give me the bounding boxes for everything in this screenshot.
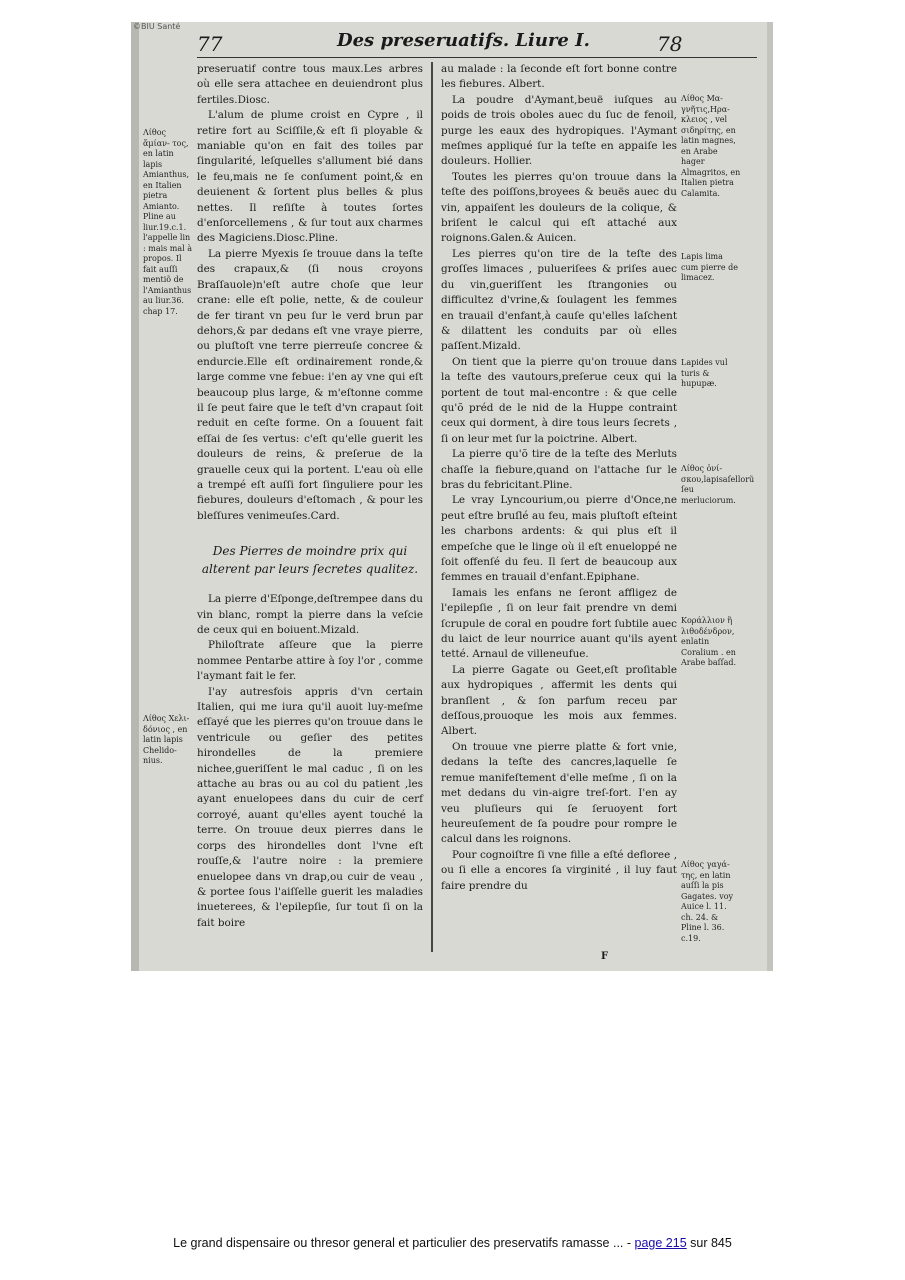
left-text-column — [197, 62, 423, 931]
section-title: Des Pierres de moindre prix qui alterent par leurs ſecretes qualitez. — [201, 544, 419, 577]
paragraph: On tient que la pierre qu'on trouue dans la teſte des vautours,preſerue ceux qui la portent de tout mal-encontre : & que celle qu'õ préd de le nid de la Huppe contraint ceux qui dorment, à dire tous leurs ſecrets , ſi on leur met ſur la poictrine. Albert. — [441, 355, 677, 445]
margin-note: Λίθος Μα- γνῆτις,Ηρα- κλειος , vel σιδηρίτης, en latin magnes, en Arabe hager Almagritos, en Italien pietra Calamita. — [681, 94, 741, 198]
paragraph: L'alum de plume croist en Cypre , il retire fort au Sciſſile,& eſt ſi ployable & maniable qu'on en fait des toiles par ſingularité, leſquelles s'allument bié dans le feu,mais ne ſe conſument point,& en deuienent & ſortent plus belles & plus nettes. Il reſiſte à toutes ſortes d'enſorcellemens , & ſur tout aux charmes des Magiciens.Diosc.Pline. — [197, 109, 423, 245]
paragraph: Iamais les enfans ne ſeront affligez de l'epilepſie , ſi on leur fait prendre vn demi ſcrupule de coral en poudre fort ſubtile auec du laict de leur nourrice auant qu'ils ayent tetté. Arnaul de villeneufue. — [441, 586, 677, 661]
paragraph: Toutes les pierres qu'on trouue dans la teſte des poiſſons,broyees & beuës auec du vin, appaiſent les douleurs de la colique, & briſent le calcul qui eſt attaché aux roignons.Galen.& Auicen. — [441, 170, 677, 245]
page-caption — [0, 1236, 905, 1250]
paragraph: I'ay autresfois appris d'vn certain Italien, qui me iura qu'il auoit luy-meſme eſſayé que les pierres qu'on trouue dans le ventricule ou geſier des petites hirondelles de la premiere nichee,gueriſſent le mal caduc , ſi on les attache au bras ou au col du patient ,les ayant enuelopees dans du cuir de cerf corroyé, auant qu'elles ayent touché la terre. On trouue deux pierres dans le corps des hirondelles dont l'vne eſt rouſſe,& l'autre noire : la premiere enuelopee dans vn drap,ou cuir de veau , & portee ſous l'aiſſelle guerit les maladies inueterees, & l'epilepſie, ſur tout ſi on la fait boire — [197, 685, 423, 929]
margin-note: Λίθος Χελι- δόνιος , en latin lapis Chelido- nius. — [143, 714, 190, 765]
left-page-bleed — [131, 22, 139, 971]
margin-note: Λίθος γαγά- της, en latin auſſi la pis Gagates. voy Auice l. 11. ch. 24. & Pline l. 36. c.19. — [681, 860, 734, 943]
paragraph: preseruatif contre tous maux.Les arbres où elle sera attachee en deuiendront plus fertiles.Diosc. — [197, 63, 423, 106]
paragraph: La pierre Myexis ſe trouue dans la teſte des crapaux,& (ſi nous croyons Braſſauole)n'eſt autre choſe que leur crane: elle eſt polie, nette, & de couleur de fer tirant vn peu ſur le verd brun par dehors,& par dedans eſt vne vraye pierre, ou pluſtoſt vne terre pierreuſe concree & endurcie.Elle eſt ordinairement ronde,& large comme vne febue: i'en ay vne qui eſt beaucoup plus large, & m'eſtonne comme il ſe peut faire que le teſt d'vn crapaut ſoit reduit en ceſte forme. On a ſouuent fait eſſai de ſes vertus: c'eſt qu'elle guerit les douleurs de reins, & preſerue de la grauelle ceux qui la portent. L'eau où elle a trempé eſt auſſi fort ſinguliere pour les fiebures, douleurs d'eſtomach , & pour les bleſſures venimeuſes.Card. — [197, 247, 423, 522]
running-head: Des preseruatifs. Liure I. — [337, 30, 590, 51]
signature-mark: F — [601, 951, 609, 962]
right-text-column — [441, 62, 677, 894]
page-link[interactable]: page 215 — [634, 1236, 687, 1250]
left-page-number: 77 — [197, 32, 223, 56]
paragraph: La poudre d'Aymant,beuë iuſques au poids de trois oboles auec du ſuc de fenoil, purge les eaux des hydropiques. l'Aymant meſmes appliqué ſur la teſte en appaiſe les douleurs. Hollier. — [441, 93, 677, 168]
paragraph: Les pierres qu'on tire de la teſte des groſſes limaces , pulueriſees & priſes auec du vin,gueriſſent les ſtrangonies ou difficultez d'vrine,& ſoulagent les femmes en trauail d'enfant,à cauſe qu'elles laſchent & dilattent les conduits par où elles paſſent.Mizald. — [441, 247, 677, 353]
margin-note: Λίθος ὀνί- σκου,lapisaſellorũ ſeu merluciorum. — [681, 464, 755, 505]
paragraph: La pierre d'Eſponge,deſtrempee dans du vin blanc, rompt la pierre dans la veſcie de ceux qui en boiuent.Mizald. — [197, 593, 423, 636]
margin-note: Κοράλλιον ἢ λιθοδένδρον, enlatin Coralium . en Arabe baſſad. — [681, 616, 737, 667]
header-rule — [197, 57, 757, 58]
margin-note: Λίθος ἄμίαν- τος, en latin lapis Amianthus, en Italien pietra Amianto. Pline au liur.19.c.1. l'appelle lin : mais mal à propos. Il fait auſſi mentiõ de l'Amianthus au liur.36. chap 17. — [143, 128, 193, 316]
watermark: ©BIU Santé — [133, 22, 181, 31]
right-page-bleed — [767, 22, 773, 971]
caption-total: sur 845 — [686, 1236, 732, 1250]
column-divider — [431, 62, 433, 952]
caption-title: Le grand dispensaire ou thresor general et particulier des preservatifs ramasse ... - — [173, 1236, 635, 1250]
scanned-page-image — [131, 22, 773, 971]
paragraph: La pierre qu'õ tire de la teſte des Merluts chaſſe la fiebure,quand on l'attache ſur le bras du febricitant.Pline. — [441, 448, 677, 491]
paragraph: au malade : la ſeconde eſt fort bonne contre les fiebures. Albert. — [441, 63, 677, 91]
margin-note: Lapis lima cum pierre de limacez. — [681, 252, 738, 282]
paragraph: La pierre Gagate ou Geet,eſt proſitable aux hydropiques , affermit les dents qui branſlent , & ſon parfum receu par deſſous,prouoque les mois aux femmes. Albert. — [441, 663, 677, 738]
paragraph: Pour cognoiſtre ſi vne fille a eſté defloree , ou ſi elle a encores ſa virginité , il luy faut faire prendre du — [441, 848, 677, 892]
paragraph: On trouue vne pierre platte & fort vnie, dedans la teſte des cancres,laquelle ſe remue manifeſtement d'elle meſme , ſi on la met dedans du vin-aigre treſ-fort. I'en ay veu pluſieurs qui ſe ſeruoyent fort heureuſement de ſa poudre pour rompre le calcul dans les roignons. — [441, 740, 677, 846]
margin-note: Lapides vul turis & hupupæ. — [681, 358, 728, 388]
paragraph: Philoſtrate aſſeure que la pierre nommee Pentarbe attire à ſoy l'or , comme l'aymant fait le fer. — [197, 639, 423, 683]
paragraph: Le vray Lyncourium,ou pierre d'Once,ne peut eſtre bruſlé au feu, mais pluſtoſt eſteint les charbons ardents: & qui plus eſt il empeſche que le linge où il eſt enueloppé ne ſoit offenſé du feu. Il ſert de beaucoup aux femmes en trauail d'enfant.Epiphane. — [441, 494, 677, 584]
right-page-number: 78 — [657, 32, 683, 56]
